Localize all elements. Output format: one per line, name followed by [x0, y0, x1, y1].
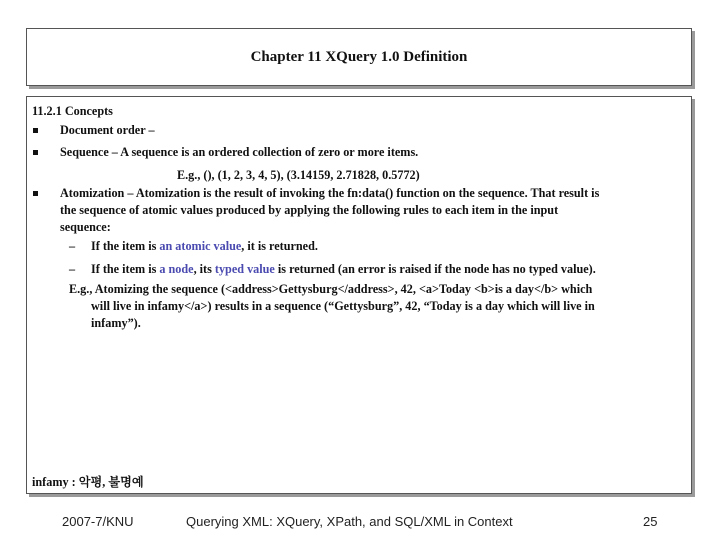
- rule-atomic-value: [91, 238, 318, 254]
- rule-text: , its: [193, 262, 215, 276]
- footer-left: 2007-7/KNU: [62, 514, 134, 529]
- bullet-sequence: Sequence – A sequence is an ordered collection of zero or more items.: [60, 145, 419, 159]
- rule-text: , it is returned.: [241, 239, 318, 253]
- section-heading: 11.2.1 Concepts: [32, 104, 113, 118]
- footer-center: Querying XML: XQuery, XPath, and SQL/XML in Context: [186, 514, 513, 529]
- highlight-atomic-value: an atomic value: [159, 239, 242, 253]
- title-box: [26, 28, 692, 86]
- page-number: 25: [643, 514, 658, 529]
- sequence-example: E.g., (), (1, 2, 3, 4, 5), (3.14159, 2.71828, 0.5772): [177, 168, 420, 182]
- atomizing-example-3: infamy”).: [91, 316, 141, 330]
- bullet-icon: [33, 191, 38, 196]
- atomizing-example-2: will live in infamy</a>) results in a sequence (“Gettysburg”, 42, “Today is a day which will live in: [91, 299, 595, 313]
- rule-text: If the item is: [91, 262, 160, 276]
- content-box: [26, 96, 692, 494]
- atomizing-example-1: E.g., Atomizing the sequence (<address>Gettysburg</address>, 42, <a>Today <b>is a day</b> which: [69, 282, 593, 296]
- atomization-line-1: Atomization – Atomization is the result of invoking the fn:data() function on the sequence. That result is: [60, 186, 600, 200]
- bullet-document-order: Document order –: [60, 123, 155, 137]
- rule-text: is returned (an error is raised if the node has no typed value).: [274, 262, 596, 276]
- atomization-line-2: the sequence of atomic values produced by applying the following rules to each item in the input: [60, 203, 559, 217]
- rule-node: [91, 261, 596, 277]
- rule-text: If the item is: [91, 239, 160, 253]
- bullet-icon: [33, 128, 38, 133]
- highlight-typed-value: typed value: [214, 262, 275, 276]
- vocabulary-note: infamy : 악평, 불명예: [32, 475, 144, 489]
- slide-title: Chapter 11 XQuery 1.0 Definition: [250, 49, 468, 65]
- bullet-icon: [33, 150, 38, 155]
- dash-marker: –: [69, 262, 76, 276]
- dash-marker: –: [69, 239, 76, 253]
- highlight-node: a node: [159, 262, 194, 276]
- atomization-line-3: sequence:: [60, 220, 111, 234]
